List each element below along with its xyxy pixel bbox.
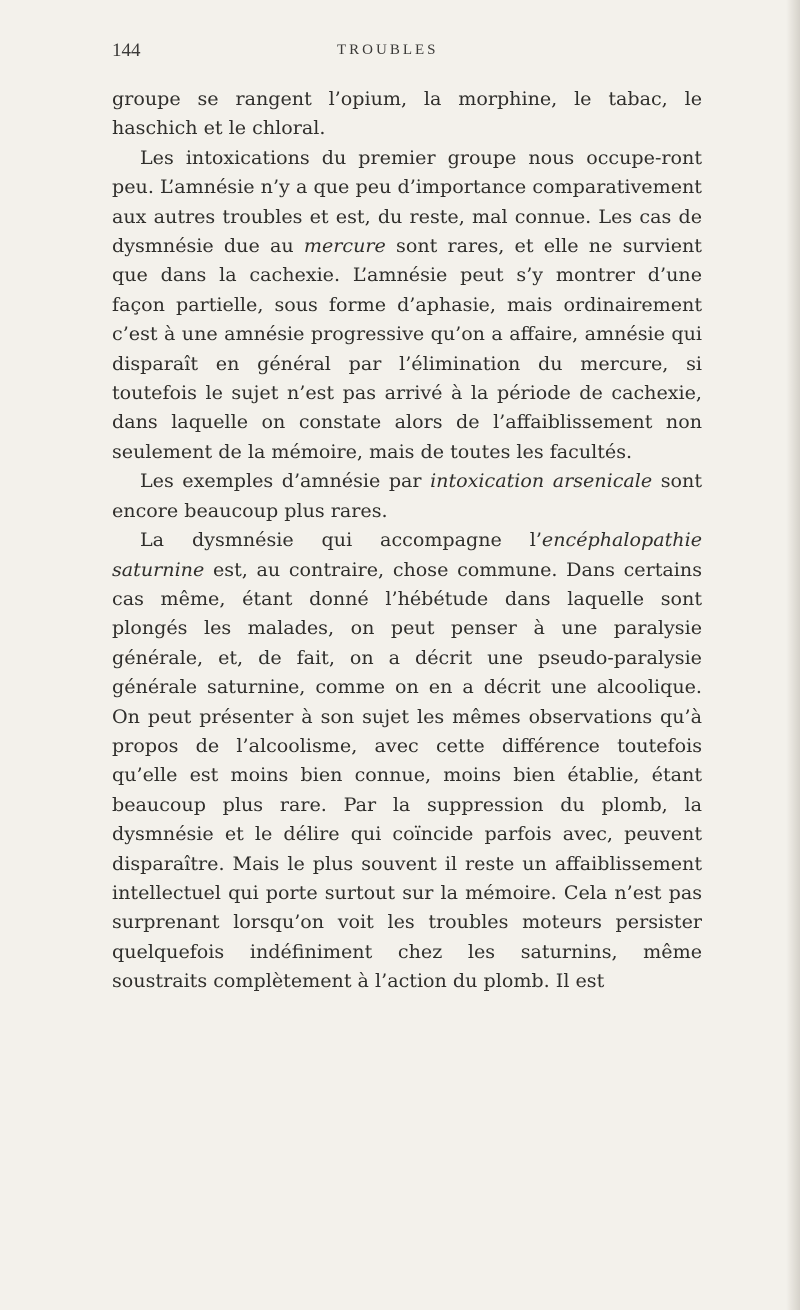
text-run: est, au contraire, chose commune. Dans certains cas même, étant donné l’hébétude dans laquelle sont plongés les malades, on peut penser à une paralysie générale, et, de fait, on a décrit une pseudo-paralysie générale saturnine, comme on en a décrit une alcoolique. On peut présenter à son sujet les mêmes observations qu’à propos de l’alcoolisme, avec cette différence toutefois qu’elle est moins bien connue, moins bien établie, étant beaucoup plus rare. Par la suppression du plomb, la dysmnésie et le délire qui coïncide parfois avec, peuvent disparaître. Mais le plus souvent il reste un affaiblissement intellectuel qui porte surtout sur la mémoire. Cela n’est pas surprenant lorsqu’on voit les troubles moteurs persister quelquefois indéfiniment chez les saturnins, même soustraits complètement à l’action du plomb. Il est [112,557,702,993]
text-run: sont encore beaucoup plus rares. [112,469,702,522]
page-edge-shadow [786,0,800,1310]
running-title: TROUBLES [337,42,439,58]
text-run: Les exemples d’amnésie par [140,469,431,493]
paragraph [112,466,702,525]
page-number: 144 [112,40,141,61]
paragraph [112,143,702,466]
text-run: sont rares, et elle ne survient que dans la cachexie. L’amnésie peut s’y montrer d’une façon partielle, sous forme d’aphasie, mais ordinairement c’est à une amnésie progressive qu’on a affaire, amnésie qui disparaît en général par l’élimination du mercure, si toutefois le sujet n’est pas arrivé à la période de cachexie, dans laquelle on constate alors de l’affaiblissement non seulement de la mémoire, mais de toutes les facultés. [112,234,702,463]
paragraph [112,525,702,996]
text-run: La dysmnésie qui accompagne l’ [140,528,542,552]
italic-text: mercure [303,234,386,258]
text-run: groupe se rangent l’opium, la morphine, le tabac, le haschich et le chloral. [112,87,702,140]
italic-text: encéphalopathie saturnine [112,528,702,581]
paragraph [112,84,702,143]
italic-text: intoxication arsenicale [430,469,653,493]
text-run: Les intoxications du premier groupe nous occupe-ront peu. L’amnésie n’y a que peu d’importance comparativement aux autres troubles et est, du reste, mal connue. Les cas de dysmnésie due au [112,145,702,258]
body-text [112,84,702,996]
page-header [112,40,712,70]
